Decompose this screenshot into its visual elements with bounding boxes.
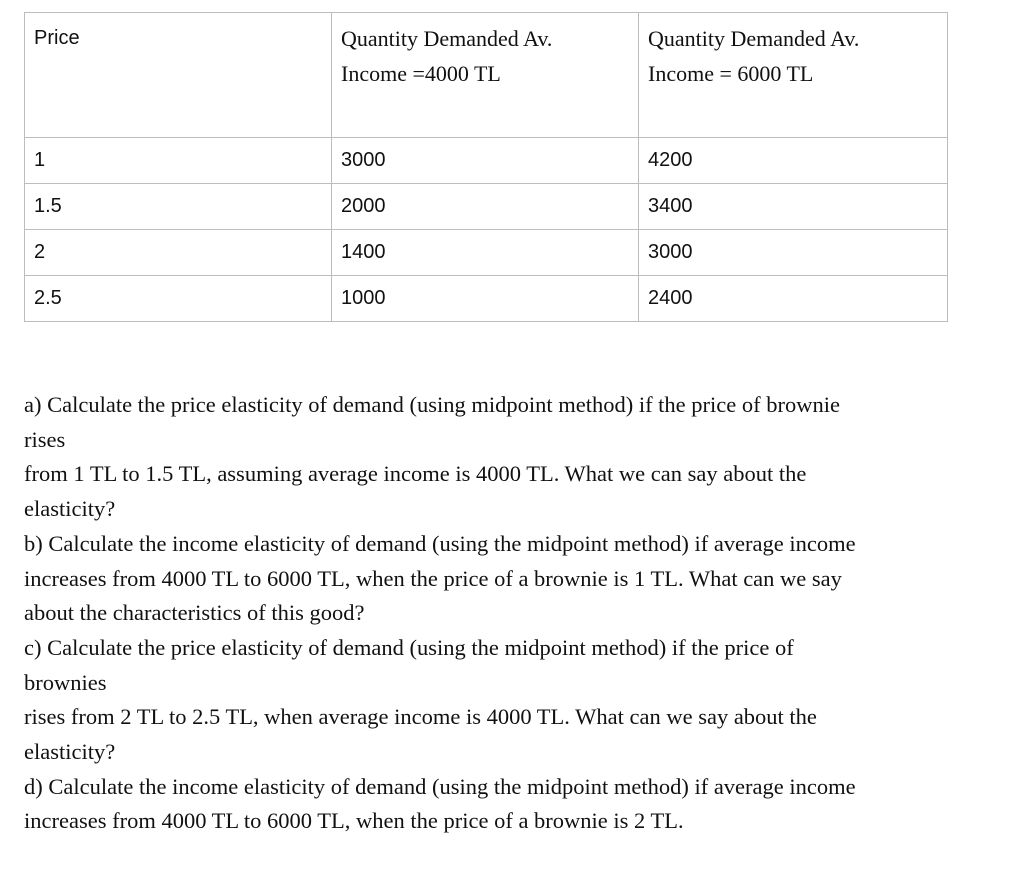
- question-b-line: b) Calculate the income elasticity of demand (using the midpoint method) if average income: [24, 530, 856, 556]
- cell-quantity-6000: 3400: [639, 184, 948, 230]
- cell-quantity-4000: 1000: [332, 276, 639, 322]
- cell-quantity-6000: 2400: [639, 276, 948, 322]
- header-line-1: Quantity Demanded Av.: [648, 26, 860, 51]
- question-c-line: rises from 2 TL to 2.5 TL, when average income is 4000 TL. What can we say about the: [24, 704, 817, 730]
- cell-quantity-6000: 4200: [639, 138, 948, 184]
- header-quantity-income-4000: [332, 13, 639, 138]
- table-row: [25, 138, 948, 184]
- questions-block: [24, 388, 944, 839]
- question-c-line: brownies: [24, 669, 107, 695]
- question-b-line: about the characteristics of this good?: [24, 600, 365, 626]
- question-a-line: elasticity?: [24, 496, 116, 522]
- question-a-line: from 1 TL to 1.5 TL, assuming average income is 4000 TL. What we can say about the: [24, 461, 807, 487]
- question-a-line: rises: [24, 426, 66, 452]
- cell-quantity-6000: 3000: [639, 230, 948, 276]
- header-price-label: Price: [34, 27, 80, 49]
- question-d-line: d) Calculate the income elasticity of demand (using the midpoint method) if average income: [24, 773, 856, 799]
- question-d-line: increases from 4000 TL to 6000 TL, when the price of a brownie is 2 TL.: [24, 808, 684, 834]
- question-c-line: c) Calculate the price elasticity of demand (using the midpoint method) if the price of: [24, 634, 794, 660]
- cell-price: 1: [25, 138, 332, 184]
- table-row: [25, 230, 948, 276]
- cell-price: 1.5: [25, 184, 332, 230]
- question-a-line: a) Calculate the price elasticity of demand (using midpoint method) if the price of brownie: [24, 392, 840, 417]
- question-c-line: elasticity?: [24, 739, 116, 765]
- cell-quantity-4000: 1400: [332, 230, 639, 276]
- cell-quantity-4000: 2000: [332, 184, 639, 230]
- table-header-row: [25, 13, 948, 138]
- header-quantity-income-6000: [639, 13, 948, 138]
- header-line-2: Income =4000 TL: [341, 61, 501, 86]
- demand-table: [24, 12, 948, 322]
- table-row: [25, 184, 948, 230]
- cell-quantity-4000: 3000: [332, 138, 639, 184]
- cell-price: 2.5: [25, 276, 332, 322]
- header-price: [25, 13, 332, 138]
- header-line-1: Quantity Demanded Av.: [341, 26, 553, 51]
- cell-price: 2: [25, 230, 332, 276]
- header-line-2: Income = 6000 TL: [648, 61, 814, 86]
- question-b-line: increases from 4000 TL to 6000 TL, when the price of a brownie is 1 TL. What can we say: [24, 565, 842, 591]
- table-row: [25, 276, 948, 322]
